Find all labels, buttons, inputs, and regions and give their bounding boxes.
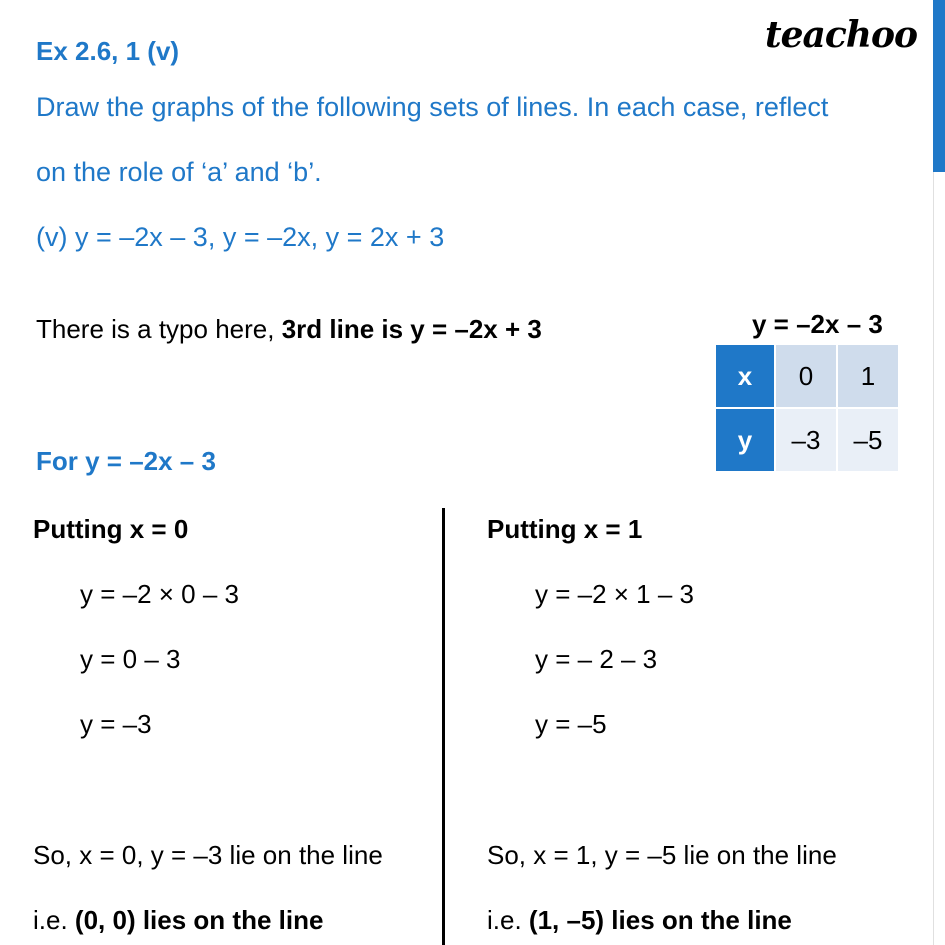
right-step-1: y = –2 × 1 – 3 (535, 579, 695, 609)
left-step-2: y = 0 – 3 (80, 644, 181, 674)
left-ie (33, 905, 323, 936)
question-line-1: Draw the graphs of the following sets of lines. In each case, reflect (36, 92, 829, 122)
table-cell-x1: 1 (837, 344, 899, 408)
teachoo-logo: teachoo (765, 14, 917, 56)
question-line-3: (v) y = –2x – 3, y = –2x, y = 2x + 3 (36, 222, 445, 252)
table-header-y: y (715, 408, 775, 472)
scrollbar-thumb[interactable] (933, 0, 945, 172)
right-ie-prefix: i.e. (487, 905, 529, 935)
section-title: For y = –2x – 3 (36, 446, 216, 476)
exercise-title: Ex 2.6, 1 (v) (36, 36, 180, 66)
scrollbar-track[interactable] (933, 172, 945, 945)
table-title: y = –2x – 3 (752, 309, 883, 339)
table-cell-y0: –3 (775, 408, 837, 472)
left-conclusion: So, x = 0, y = –3 lie on the line (33, 840, 383, 870)
table-header-x: x (715, 344, 775, 408)
right-ie (487, 905, 792, 936)
typo-note (36, 314, 542, 345)
right-conclusion: So, x = 1, y = –5 lie on the line (487, 840, 837, 870)
left-ie-point: (0, 0) lies on the line (74, 905, 324, 935)
table-cell-x0: 0 (775, 344, 837, 408)
left-heading: Putting x = 0 (33, 514, 189, 544)
right-step-2: y = – 2 – 3 (535, 644, 658, 674)
left-ie-prefix: i.e. (33, 905, 75, 935)
table-row-y (715, 408, 899, 472)
typo-note-correction: 3rd line is y = –2x + 3 (281, 314, 542, 344)
question-line-2: on the role of ‘a’ and ‘b’. (36, 157, 322, 187)
right-heading: Putting x = 1 (487, 514, 643, 544)
right-step-3: y = –5 (535, 709, 607, 739)
table-row-x (715, 344, 899, 408)
typo-note-text: There is a typo here, (36, 314, 282, 344)
values-table (714, 343, 900, 473)
right-ie-point: (1, –5) lies on the line (528, 905, 792, 935)
table-cell-y1: –5 (837, 408, 899, 472)
left-step-3: y = –3 (80, 709, 152, 739)
column-divider (442, 508, 445, 945)
left-step-1: y = –2 × 0 – 3 (80, 579, 240, 609)
